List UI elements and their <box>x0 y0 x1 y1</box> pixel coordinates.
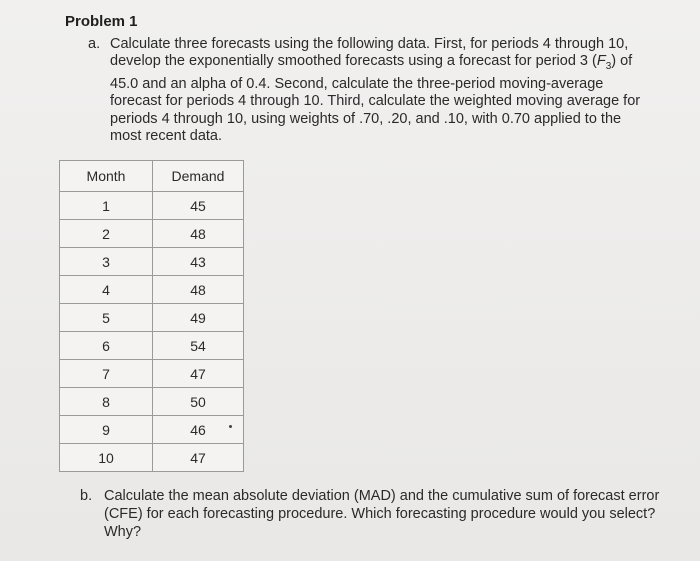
month-cell: 3 <box>60 248 153 276</box>
demand-cell: 49 <box>153 304 244 332</box>
table-row <box>60 416 244 444</box>
problem-title: Problem 1 <box>65 13 138 30</box>
month-cell: 10 <box>60 444 153 472</box>
forecast-symbol-main: F <box>596 53 606 70</box>
demand-cell: 54 <box>153 332 244 360</box>
table-row <box>60 192 244 220</box>
part-b-text: Calculate the mean absolute deviation (MAD) and the cumulative sum of forecast error (CFE) for each forecasting procedure. Which forecasting procedure would you select? Why? <box>104 488 660 540</box>
table-row <box>60 248 244 276</box>
demand-cell: 48 <box>153 220 244 248</box>
month-cell: 5 <box>60 304 153 332</box>
pen-mark-dot <box>229 425 232 428</box>
month-cell: 4 <box>60 276 153 304</box>
demand-cell: 47 <box>153 444 244 472</box>
table-row <box>60 220 244 248</box>
demand-cell: 47 <box>153 360 244 388</box>
table-header-row <box>60 161 244 192</box>
part-a-text-pre: Calculate three forecasts using the following data. First, for periods 4 through 10, develop the exponentially smoothed forecasts using a forecast for period 3 ( <box>110 36 629 70</box>
forecast-symbol <box>596 53 612 73</box>
header-demand: Demand <box>153 161 244 192</box>
demand-cell: 43 <box>153 248 244 276</box>
table-row <box>60 304 244 332</box>
month-cell: 7 <box>60 360 153 388</box>
table-row <box>60 388 244 416</box>
table-row <box>60 332 244 360</box>
part-a-label: a. <box>88 36 101 52</box>
demand-cell: 46 <box>153 416 244 444</box>
demand-cell: 50 <box>153 388 244 416</box>
table-row <box>60 360 244 388</box>
month-cell: 1 <box>60 192 153 220</box>
month-cell: 9 <box>60 416 153 444</box>
demand-cell: 48 <box>153 276 244 304</box>
table-row <box>60 444 244 472</box>
month-cell: 6 <box>60 332 153 360</box>
month-cell: 8 <box>60 388 153 416</box>
forecast-symbol-sub: 3 <box>605 61 612 73</box>
demand-table <box>59 160 244 472</box>
part-b-label: b. <box>80 488 93 504</box>
table-row <box>60 276 244 304</box>
header-month: Month <box>60 161 153 192</box>
part-a-text-post: ) of 45.0 and an alpha of 0.4. Second, calculate the three-period moving-average forecast for periods 4 through 10. Third, calculate the weighted moving average for periods 4 through 10, using weights of .70, .20, and .10, with 0.70 applied to the most recent data. <box>110 53 641 144</box>
month-cell: 2 <box>60 220 153 248</box>
demand-cell: 45 <box>153 192 244 220</box>
part-a-text <box>110 36 655 145</box>
